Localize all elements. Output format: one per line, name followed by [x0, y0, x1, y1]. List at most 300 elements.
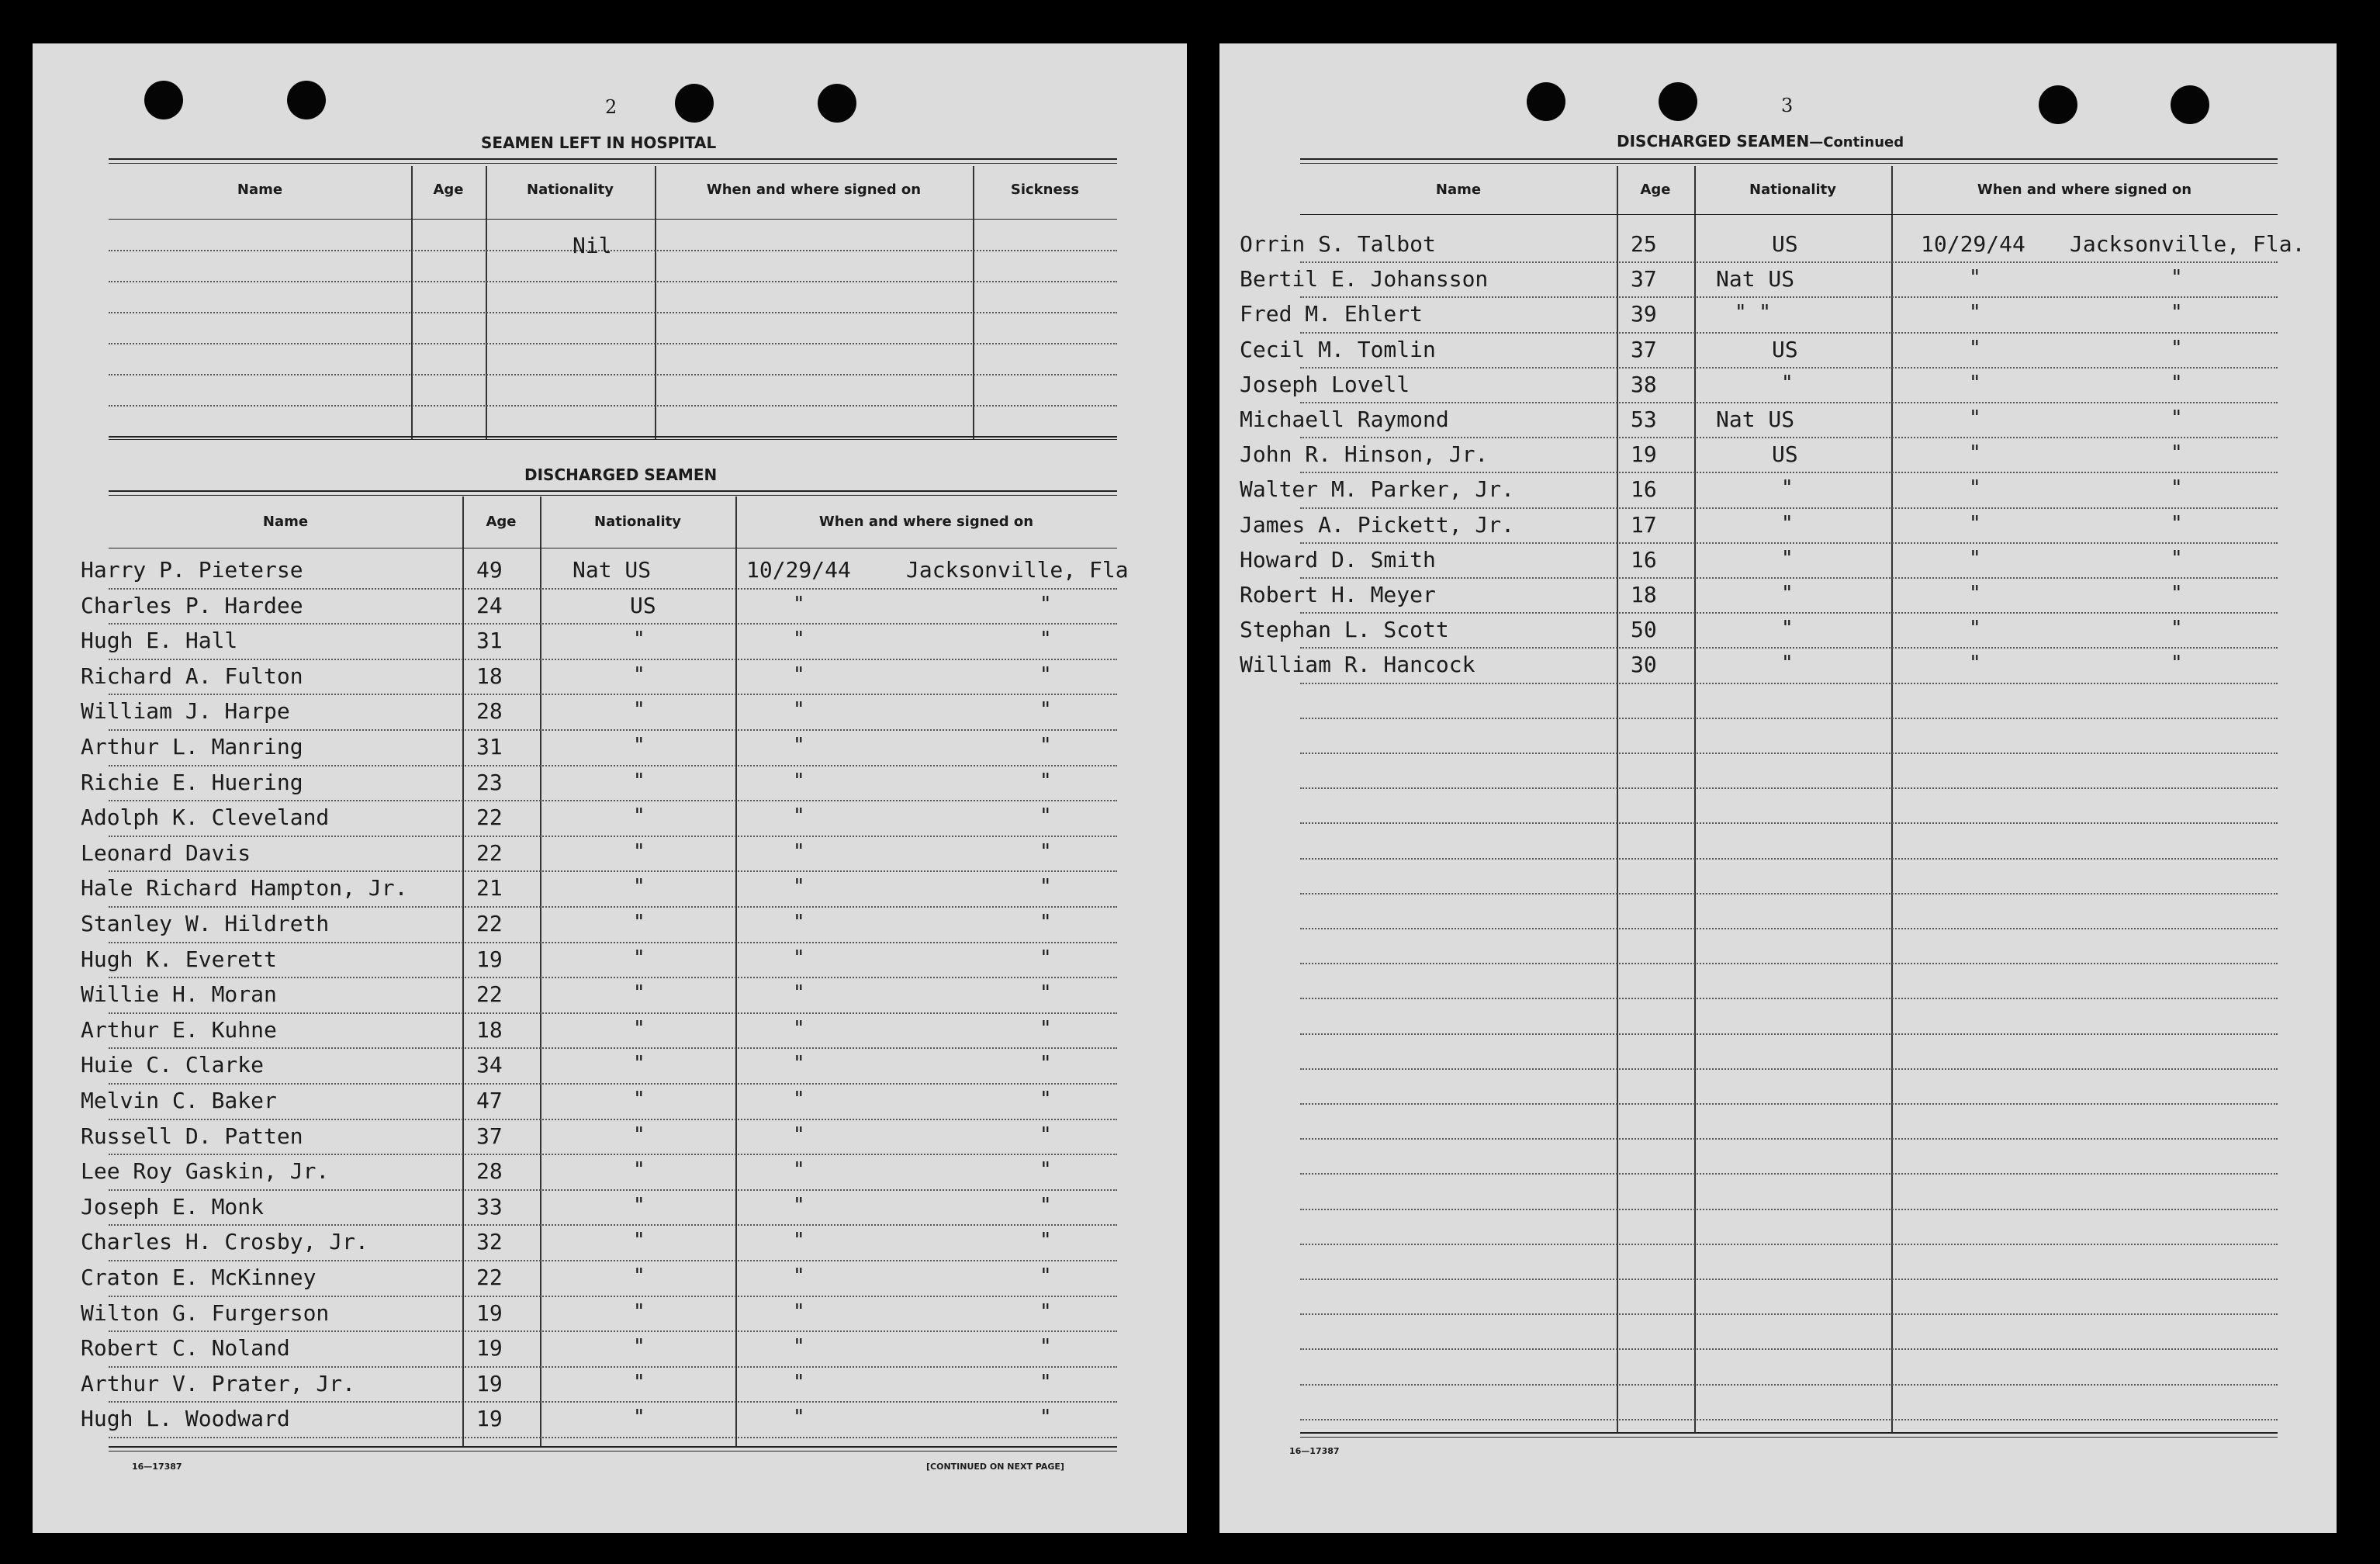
seaman-age: 28	[476, 1158, 503, 1185]
seaman-nationality: "	[633, 1229, 645, 1253]
seaman-name: Howard D. Smith	[1240, 546, 1436, 573]
row-line	[109, 1189, 1117, 1191]
binder-hole	[675, 84, 714, 123]
seaman-name: James A. Pickett, Jr.	[1240, 511, 1515, 538]
row-line	[109, 312, 1117, 313]
seaman-nationality: "	[633, 734, 645, 757]
seaman-nationality: "	[633, 1299, 645, 1324]
seaman-nationality: "	[633, 698, 645, 722]
signed-on-date: "	[793, 628, 805, 652]
seaman-name: Russell D. Patten	[81, 1123, 303, 1149]
form-number: 16—17387	[1289, 1446, 1340, 1456]
signed-on-place: "	[1040, 1088, 1052, 1111]
form-number: 16—17387	[132, 1462, 182, 1472]
column-header: When and where signed on	[706, 182, 922, 198]
seaman-age: 37	[476, 1123, 503, 1149]
table-bottom-rule	[109, 439, 1117, 440]
column-divider	[540, 497, 541, 1446]
table-top-rule	[1300, 158, 2278, 160]
seaman-age: 32	[476, 1229, 503, 1255]
signed-on-date: "	[1969, 336, 1981, 360]
signed-on-date: "	[793, 734, 805, 757]
binder-hole	[2039, 85, 2077, 124]
signed-on-place: "	[2171, 301, 2183, 325]
seaman-nationality: "	[1781, 476, 1794, 500]
signed-on-date: "	[793, 1265, 805, 1288]
seaman-nationality: US	[1772, 231, 1798, 257]
row-line	[109, 729, 1117, 731]
seaman-name: Richie E. Huering	[81, 769, 303, 795]
seaman-age: 33	[476, 1193, 503, 1220]
signed-on-date: "	[793, 946, 805, 970]
seaman-name: Huie C. Clarke	[81, 1052, 265, 1078]
signed-on-place: "	[1040, 1299, 1052, 1324]
seaman-nationality: "	[1781, 511, 1794, 535]
row-line	[109, 1224, 1117, 1226]
row-line	[109, 942, 1117, 943]
seaman-age: 18	[1631, 582, 1657, 607]
seaman-nationality: "	[633, 769, 645, 793]
seaman-name: Bertil E. Johansson	[1240, 266, 1489, 292]
row-line	[1300, 261, 2278, 263]
row-line	[1300, 1313, 2278, 1315]
seaman-age: 17	[1631, 511, 1657, 538]
row-line	[109, 1260, 1117, 1261]
seaman-nationality: "	[633, 1123, 645, 1147]
signed-on-place: "	[2171, 266, 2183, 290]
seaman-age: 47	[476, 1088, 503, 1113]
seaman-nationality: "	[633, 875, 645, 899]
row-line	[1300, 542, 2278, 544]
seaman-name: Robert C. Noland	[81, 1335, 290, 1362]
seaman-age: 39	[1631, 301, 1657, 327]
binder-hole	[1527, 82, 1565, 121]
header-rule	[109, 219, 1117, 220]
column-header: When and where signed on	[818, 514, 1034, 530]
seaman-name: Craton E. McKinney	[81, 1265, 317, 1290]
signed-on-date: "	[793, 1193, 805, 1217]
signed-on-date: "	[793, 1052, 805, 1076]
section-title-suffix: —Continued	[1809, 134, 1904, 151]
seaman-age: 24	[476, 592, 503, 618]
row-line	[109, 374, 1117, 375]
row-line	[109, 765, 1117, 766]
binder-hole	[1659, 82, 1697, 121]
row-line	[1300, 612, 2278, 614]
seaman-age: 31	[476, 628, 503, 654]
signed-on-date: "	[793, 804, 805, 829]
seaman-age: 16	[1631, 476, 1657, 503]
table-bottom-rule	[109, 1446, 1117, 1448]
row-line	[109, 588, 1117, 590]
seaman-age: 25	[1631, 231, 1657, 257]
hospital-entry: Nil	[573, 233, 612, 258]
signed-on-date: "	[793, 911, 805, 934]
seaman-name: Hale Richard Hampton, Jr.	[81, 875, 408, 901]
seaman-name: Fred M. Ehlert	[1240, 301, 1424, 327]
row-line	[1300, 963, 2278, 964]
signed-on-place: "	[2171, 371, 2183, 395]
signed-on-place: "	[1040, 981, 1052, 1005]
signed-on-place: "	[1040, 1052, 1052, 1076]
column-header: When and where signed on	[1977, 182, 2192, 198]
seaman-nationality: US	[630, 592, 656, 618]
row-line	[1300, 683, 2278, 684]
seaman-nationality: "	[633, 628, 645, 652]
seaman-name: Adolph K. Cleveland	[81, 804, 330, 831]
signed-on-date: "	[1969, 441, 1981, 465]
seaman-age: 37	[1631, 266, 1657, 292]
signed-on-place: "	[2171, 546, 2183, 570]
seaman-age: 30	[1631, 652, 1657, 678]
column-divider	[655, 166, 656, 439]
signed-on-place: "	[1040, 804, 1052, 829]
signed-on-place: "	[2171, 476, 2183, 500]
seaman-age: 22	[476, 804, 503, 831]
row-line	[1300, 822, 2278, 824]
row-line	[1300, 1419, 2278, 1420]
row-line	[1300, 998, 2278, 999]
signed-on-place: Jacksonville, Fla.	[2070, 231, 2306, 257]
seaman-age: 19	[1631, 441, 1657, 468]
signed-on-place: "	[2171, 652, 2183, 676]
column-header: Age	[433, 182, 464, 198]
signed-on-place: "	[1040, 734, 1052, 757]
row-line	[109, 343, 1117, 344]
row-line	[109, 623, 1117, 625]
row-line	[109, 870, 1117, 872]
seaman-name: Richard A. Fulton	[81, 663, 303, 689]
row-line	[1300, 1068, 2278, 1070]
row-line	[109, 1154, 1117, 1155]
seaman-nationality: Nat US	[1716, 407, 1795, 432]
table-top-rule	[1300, 163, 2278, 164]
signed-on-date: "	[793, 592, 805, 616]
left-page	[33, 43, 1187, 1533]
signed-on-place: "	[1040, 592, 1052, 616]
seaman-nationality: "	[633, 1370, 645, 1394]
seaman-nationality: "	[633, 839, 645, 863]
seaman-age: 21	[476, 875, 503, 901]
seaman-age: 28	[476, 698, 503, 725]
seaman-name: William R. Hancock	[1240, 652, 1475, 678]
seaman-name: William J. Harpe	[81, 698, 290, 725]
seaman-name: Joseph Lovell	[1240, 371, 1410, 397]
signed-on-place: "	[1040, 1123, 1052, 1147]
signed-on-date: "	[1969, 476, 1981, 500]
column-divider	[735, 497, 737, 1446]
row-line	[109, 1083, 1117, 1085]
seaman-age: 19	[476, 1406, 503, 1432]
column-header: Name	[1435, 182, 1482, 198]
column-header: Name	[262, 514, 309, 530]
seaman-nationality: "	[633, 1088, 645, 1111]
table-top-rule	[109, 495, 1117, 496]
row-line	[1300, 753, 2278, 754]
binder-hole	[818, 84, 856, 123]
row-line	[1300, 1173, 2278, 1175]
row-line	[109, 1119, 1117, 1120]
row-line	[1300, 367, 2278, 369]
column-divider	[1694, 166, 1696, 1432]
signed-on-date: "	[793, 875, 805, 899]
binder-hole	[287, 81, 326, 119]
row-line	[109, 1012, 1117, 1014]
signed-on-place: "	[1040, 1193, 1052, 1217]
column-divider	[1891, 166, 1893, 1432]
row-line	[1300, 332, 2278, 334]
signed-on-place: "	[1040, 628, 1052, 652]
signed-on-date: "	[793, 1158, 805, 1182]
column-header: Name	[237, 182, 283, 198]
row-line	[1300, 1348, 2278, 1350]
row-line	[109, 1330, 1117, 1332]
signed-on-date: "	[793, 1123, 805, 1147]
signed-on-date: "	[1969, 301, 1981, 325]
signed-on-date: "	[1969, 582, 1981, 605]
row-line	[109, 1366, 1117, 1368]
signed-on-date: "	[793, 839, 805, 863]
row-line	[1300, 647, 2278, 649]
seaman-name: John R. Hinson, Jr.	[1240, 441, 1489, 468]
signed-on-date: "	[1969, 371, 1981, 395]
signed-on-date: "	[793, 1088, 805, 1111]
seaman-nationality: "	[633, 1406, 645, 1430]
seaman-nationality: "	[633, 1265, 645, 1288]
row-line	[1300, 787, 2278, 789]
seaman-name: Cecil M. Tomlin	[1240, 336, 1436, 362]
row-line	[1300, 1279, 2278, 1280]
seaman-nationality: "	[633, 1158, 645, 1182]
column-header: Nationality	[594, 514, 681, 530]
signed-on-date: 10/29/44	[746, 557, 851, 583]
seaman-name: Wilton G. Furgerson	[81, 1299, 330, 1326]
seaman-age: 22	[476, 911, 503, 936]
signed-on-date: "	[793, 663, 805, 687]
binder-hole	[2171, 85, 2209, 124]
seaman-age: 19	[476, 946, 503, 972]
column-divider	[973, 166, 974, 439]
table-top-rule	[109, 158, 1117, 160]
column-divider	[411, 166, 413, 439]
seaman-nationality: "	[1781, 582, 1794, 605]
row-line	[109, 977, 1117, 978]
row-line	[1300, 1138, 2278, 1140]
seaman-name: Arthur L. Manring	[81, 734, 303, 760]
signed-on-place: "	[1040, 1229, 1052, 1253]
seaman-name: Orrin S. Talbot	[1240, 231, 1436, 257]
seaman-age: 34	[476, 1052, 503, 1078]
table-top-rule	[109, 163, 1117, 164]
signed-on-place: "	[2171, 336, 2183, 360]
seaman-nationality: "	[633, 804, 645, 829]
row-line	[109, 1047, 1117, 1049]
signed-on-place: "	[1040, 875, 1052, 899]
seaman-nationality: US	[1772, 441, 1798, 468]
row-line	[1300, 928, 2278, 929]
signed-on-place: "	[2171, 617, 2183, 641]
seaman-nationality: " "	[1735, 301, 1771, 325]
row-line	[1300, 402, 2278, 403]
row-line	[1300, 437, 2278, 438]
seaman-age: 16	[1631, 546, 1657, 573]
row-line	[1300, 718, 2278, 719]
seaman-name: Hugh E. Hall	[81, 628, 238, 654]
seaman-nationality: "	[633, 663, 645, 687]
row-line	[109, 800, 1117, 801]
seaman-name: Hugh L. Woodward	[81, 1406, 290, 1432]
seaman-name: Lee Roy Gaskin, Jr.	[81, 1158, 330, 1185]
column-header: Nationality	[527, 182, 614, 198]
seaman-age: 22	[476, 839, 503, 866]
signed-on-date: "	[793, 981, 805, 1005]
column-header: Age	[486, 514, 517, 530]
row-line	[1300, 893, 2278, 894]
seaman-age: 53	[1631, 407, 1657, 432]
binder-hole	[144, 81, 183, 119]
row-line	[109, 1401, 1117, 1403]
row-line	[1300, 858, 2278, 860]
row-line	[1300, 1244, 2278, 1245]
page-number: 2	[605, 96, 617, 118]
hospital-section-title: SEAMEN LEFT IN HOSPITAL	[481, 133, 717, 152]
table-bottom-rule	[1300, 1432, 2278, 1434]
signed-on-place: "	[1040, 1406, 1052, 1430]
signed-on-date: "	[793, 1406, 805, 1430]
signed-on-place: "	[2171, 407, 2183, 430]
signed-on-place: "	[1040, 1016, 1052, 1040]
seaman-age: 18	[476, 663, 503, 689]
signed-on-place: "	[1040, 663, 1052, 687]
seaman-age: 19	[476, 1370, 503, 1396]
seaman-name: Harry P. Pieterse	[81, 557, 303, 583]
signed-on-date: 10/29/44	[1921, 231, 2025, 257]
signed-on-place: "	[1040, 1265, 1052, 1288]
signed-on-place: "	[1040, 1370, 1052, 1394]
row-line	[1300, 577, 2278, 579]
seaman-age: 22	[476, 1265, 503, 1290]
seaman-age: 49	[476, 557, 503, 583]
signed-on-date: "	[793, 1016, 805, 1040]
seaman-nationality: "	[633, 1335, 645, 1359]
seaman-nationality: Nat US	[573, 557, 652, 583]
row-line	[109, 281, 1117, 282]
row-line	[109, 659, 1117, 660]
signed-on-place: "	[1040, 911, 1052, 934]
signed-on-date: "	[1969, 511, 1981, 535]
seaman-name: Robert H. Meyer	[1240, 582, 1436, 607]
continued-note: [CONTINUED ON NEXT PAGE]	[926, 1462, 1064, 1472]
seaman-nationality: "	[1781, 617, 1794, 641]
seaman-age: 23	[476, 769, 503, 795]
row-line	[109, 836, 1117, 837]
continued-section-title	[1617, 132, 1904, 151]
seaman-name: Stephan L. Scott	[1240, 617, 1449, 643]
seaman-nationality: Nat US	[1716, 266, 1795, 292]
signed-on-date: "	[793, 698, 805, 722]
seaman-age: 19	[476, 1299, 503, 1326]
column-divider	[1617, 166, 1618, 1432]
row-line	[109, 1296, 1117, 1297]
row-line	[1300, 296, 2278, 298]
signed-on-place: Jacksonville, Fla	[906, 557, 1129, 583]
table-top-rule	[109, 490, 1117, 492]
section-title-text: DISCHARGED SEAMEN	[1617, 132, 1810, 151]
signed-on-place: "	[2171, 441, 2183, 465]
row-line	[109, 694, 1117, 695]
signed-on-place: "	[1040, 946, 1052, 970]
signed-on-place: "	[2171, 511, 2183, 535]
signed-on-place: "	[2171, 582, 2183, 605]
right-page	[1219, 43, 2337, 1533]
seaman-nationality: "	[1781, 546, 1794, 570]
seaman-name: Leonard Davis	[81, 839, 251, 866]
row-line	[109, 1437, 1117, 1438]
signed-on-date: "	[1969, 407, 1981, 430]
seaman-name: Joseph E. Monk	[81, 1193, 265, 1220]
seaman-nationality: "	[633, 1016, 645, 1040]
seaman-age: 50	[1631, 617, 1657, 643]
seaman-name: Arthur E. Kuhne	[81, 1016, 277, 1043]
seaman-name: Hugh K. Everett	[81, 946, 277, 972]
discharged-section-title: DISCHARGED SEAMEN	[524, 465, 718, 484]
column-divider	[486, 166, 487, 439]
signed-on-date: "	[793, 1299, 805, 1324]
signed-on-date: "	[793, 769, 805, 793]
seaman-age: 31	[476, 734, 503, 760]
signed-on-place: "	[1040, 698, 1052, 722]
page-number: 3	[1781, 95, 1794, 116]
seaman-nationality: "	[633, 911, 645, 934]
signed-on-date: "	[793, 1370, 805, 1394]
seaman-nationality: "	[633, 1052, 645, 1076]
table-bottom-rule	[109, 1451, 1117, 1452]
table-bottom-rule	[1300, 1437, 2278, 1438]
seaman-name: Michaell Raymond	[1240, 407, 1449, 432]
row-line	[1300, 1384, 2278, 1386]
row-line	[1300, 472, 2278, 473]
row-line	[109, 250, 1117, 251]
row-line	[109, 405, 1117, 407]
seaman-nationality: "	[1781, 371, 1794, 395]
seaman-age: 38	[1631, 371, 1657, 397]
seaman-age: 22	[476, 981, 503, 1008]
seaman-name: Walter M. Parker, Jr.	[1240, 476, 1515, 503]
seaman-name: Arthur V. Prater, Jr.	[81, 1370, 356, 1396]
seaman-name: Charles H. Crosby, Jr.	[81, 1229, 368, 1255]
signed-on-date: "	[1969, 617, 1981, 641]
seaman-nationality: US	[1772, 336, 1798, 362]
row-line	[1300, 507, 2278, 509]
signed-on-place: "	[1040, 839, 1052, 863]
row-line	[109, 906, 1117, 908]
seaman-nationality: "	[633, 981, 645, 1005]
column-divider	[462, 497, 464, 1446]
seaman-nationality: "	[1781, 652, 1794, 676]
row-line	[1300, 1209, 2278, 1210]
signed-on-date: "	[1969, 652, 1981, 676]
column-header: Age	[1640, 182, 1671, 198]
signed-on-place: "	[1040, 1335, 1052, 1359]
seaman-age: 18	[476, 1016, 503, 1043]
signed-on-place: "	[1040, 1158, 1052, 1182]
column-header: Sickness	[1010, 182, 1080, 198]
seaman-age: 19	[476, 1335, 503, 1362]
row-line	[1300, 1103, 2278, 1105]
signed-on-date: "	[793, 1229, 805, 1253]
seaman-nationality: "	[633, 946, 645, 970]
row-line	[1300, 1033, 2278, 1035]
